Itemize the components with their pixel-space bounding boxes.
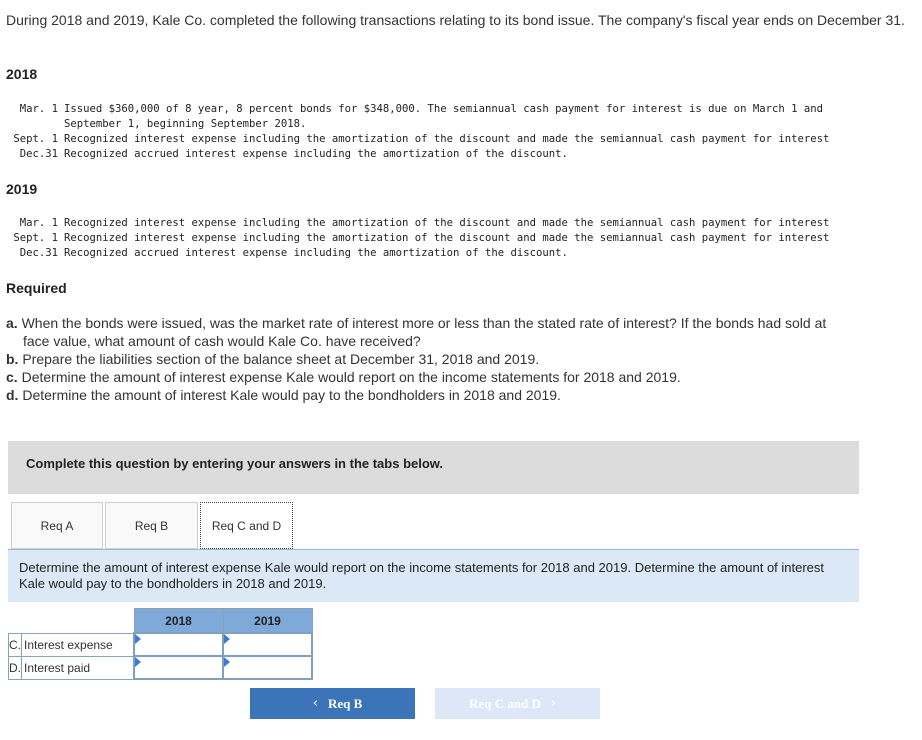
tab-req-b[interactable]: Req B bbox=[105, 502, 198, 549]
instruction-panel bbox=[8, 550, 859, 602]
table-row-interest-paid bbox=[9, 656, 313, 679]
chevron-left-icon: ‹ bbox=[312, 696, 318, 711]
instruction-text: Determine the amount of interest expense Kale would report on the income statements for 2018 and 2019. Determine the amount of interest Kale would pay to the bondholders in 2018 and 2019. bbox=[19, 560, 825, 591]
question-intro: During 2018 and 2019, Kale Co. completed the following transactions relating to its bond issue. The company's fiscal year ends on December 31. bbox=[6, 12, 905, 28]
requirement-letter: a. bbox=[6, 315, 18, 331]
requirement-letter: d. bbox=[6, 387, 19, 403]
requirement-text: face value, what amount of cash would Kale Co. have received? bbox=[23, 333, 421, 349]
header-blank bbox=[9, 609, 135, 634]
next-req-c-and-d-button[interactable] bbox=[435, 688, 600, 719]
transaction-date: Mar. 1 bbox=[19, 217, 58, 229]
transaction-text: Recognized interest expense including the amortization of the discount and made the semiannual cash payment for interest bbox=[64, 217, 830, 229]
interest-expense-2018-cell bbox=[134, 633, 223, 656]
column-header-2019: 2019 bbox=[223, 609, 312, 634]
tab-req-a[interactable]: Req A bbox=[11, 502, 103, 549]
interest-paid-2019-input[interactable] bbox=[224, 657, 311, 678]
transaction-text: Recognized accrued interest expense including the amortization of the discount. bbox=[64, 148, 568, 160]
interest-expense-2018-input[interactable] bbox=[135, 634, 222, 655]
requirement-item bbox=[6, 386, 922, 404]
requirement-text: Determine the amount of interest Kale would pay to the bondholders in 2018 and 2019. bbox=[22, 387, 561, 403]
transaction-text: Issued $360,000 of 8 year, 8 percent bonds for $348,000. The semiannual cash payment for interest is due on March 1 and bbox=[64, 103, 823, 115]
transaction-date: Sept. 1 bbox=[13, 232, 58, 244]
complete-banner bbox=[8, 441, 859, 494]
row-letter: C. bbox=[9, 633, 22, 656]
year-heading-2018: 2018 bbox=[6, 66, 38, 82]
row-letter: D. bbox=[9, 656, 22, 679]
transaction-text: Recognized accrued interest expense including the amortization of the discount. bbox=[64, 247, 568, 259]
interest-paid-2018-cell bbox=[134, 656, 223, 679]
requirement-text: Determine the amount of interest expense Kale would report on the income statements for 2018 and 2019. bbox=[21, 369, 681, 385]
table-row-interest-expense bbox=[9, 633, 313, 656]
interest-expense-2019-cell bbox=[223, 633, 312, 656]
transaction-date: Dec.31 bbox=[19, 148, 58, 160]
required-heading: Required bbox=[6, 280, 67, 296]
transaction-date: Sept. 1 bbox=[13, 133, 58, 145]
answer-table bbox=[8, 608, 313, 680]
transactions-2019 bbox=[4, 216, 920, 263]
column-header-2018: 2018 bbox=[134, 609, 223, 634]
answer-table-header bbox=[9, 609, 313, 634]
row-label: Interest paid bbox=[22, 656, 135, 679]
input-flag-icon bbox=[135, 634, 141, 644]
year-heading-2019: 2019 bbox=[6, 181, 38, 197]
interest-paid-2018-input[interactable] bbox=[135, 657, 222, 678]
input-flag-icon bbox=[224, 634, 230, 644]
transaction-date: Dec.31 bbox=[19, 247, 58, 259]
chevron-right-icon: › bbox=[550, 696, 557, 711]
interest-paid-2019-cell bbox=[223, 656, 312, 679]
prev-req-b-button[interactable] bbox=[250, 688, 415, 719]
requirements-list bbox=[6, 314, 922, 404]
requirement-text: Prepare the liabilities section of the balance sheet at December 31, 2018 and 2019. bbox=[22, 351, 540, 367]
requirement-item bbox=[6, 350, 922, 368]
next-button-label: Req C and D bbox=[468, 695, 541, 711]
requirement-letter: c. bbox=[6, 369, 18, 385]
requirement-text: When the bonds were issued, was the market rate of interest more or less than the stated rate of interest? If the bonds had sold at bbox=[21, 315, 827, 331]
transaction-text: September 1, beginning September 2018. bbox=[64, 118, 307, 130]
transaction-text: Recognized interest expense including the amortization of the discount and made the semiannual cash payment for interest bbox=[64, 232, 830, 244]
prev-button-label: Req B bbox=[327, 695, 363, 711]
row-label: Interest expense bbox=[22, 633, 135, 656]
requirement-item bbox=[6, 368, 922, 386]
input-flag-icon bbox=[135, 657, 141, 667]
requirement-letter: b. bbox=[6, 351, 19, 367]
complete-banner-text: Complete this question by entering your answers in the tabs below. bbox=[26, 456, 444, 471]
interest-expense-2019-input[interactable] bbox=[224, 634, 311, 655]
transaction-date: Mar. 1 bbox=[19, 103, 58, 115]
requirement-item-continued bbox=[6, 332, 922, 350]
tab-req-c-and-d[interactable]: Req C and D bbox=[200, 502, 293, 549]
transaction-text: Recognized interest expense including the amortization of the discount and made the semiannual cash payment for interest bbox=[64, 133, 830, 145]
input-flag-icon bbox=[224, 657, 230, 667]
requirement-item bbox=[6, 314, 922, 332]
transactions-2018 bbox=[4, 102, 920, 164]
